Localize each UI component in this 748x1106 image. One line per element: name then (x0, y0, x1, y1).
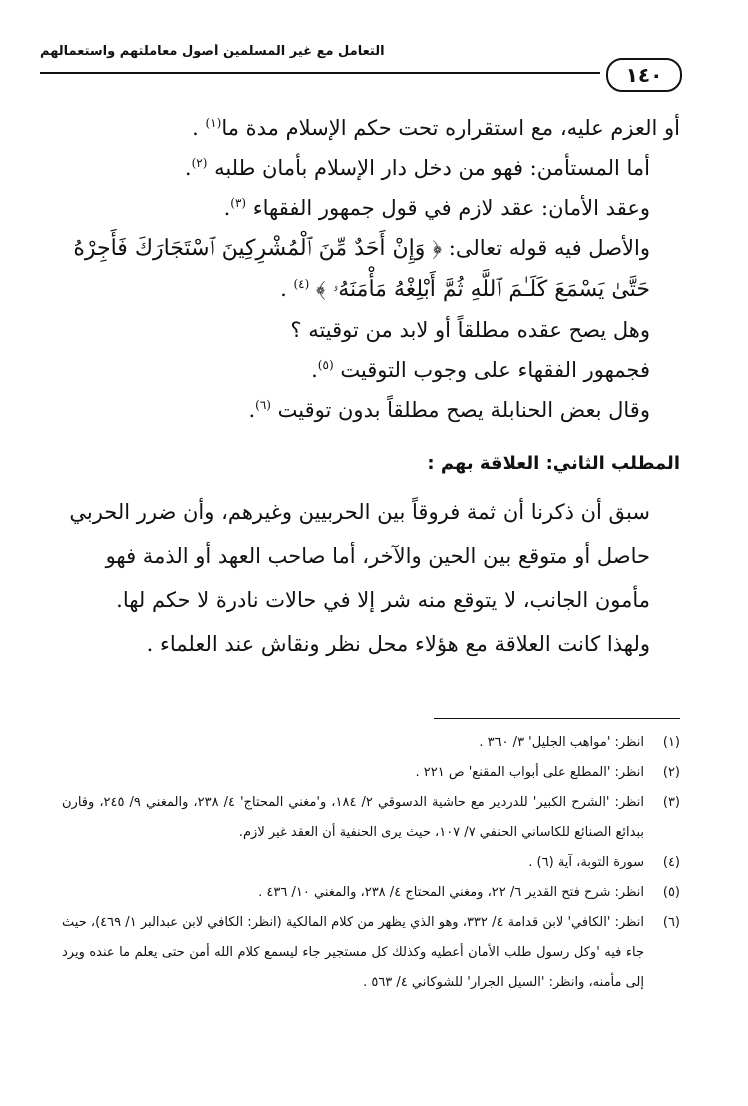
footnote-number: (٤) (662, 855, 680, 870)
footnote (62, 728, 680, 758)
footnotes (62, 728, 680, 998)
quran-verse: ﴿ وَإِنْ أَحَدٌ مِّنَ ٱلْمُشْرِكِينَ ٱسْتَجَارَكَ فَأَجِرْهُ حَتَّىٰ يَسْمَعَ كَلَـٰمَ ٱللَّهِ ثُمَّ أَبْلِغْهُ مَأْمَنَهُۥ ﴾ (73, 236, 650, 302)
paragraph: سبق أن ذكرنا أن ثمة فروقاً بين الحربيين وغيرهم، وأن ضرر الحربي حاصل أو متوقع بين الحين والآخر، أما صاحب العهد أو الذمة فهو مأمون الجانب، لا يتوقع منه شر إلا في حالات نادرة لا حكم لها. (69, 500, 650, 612)
paragraph-tail: . (192, 116, 206, 140)
footnote-ref: (٤) (293, 277, 310, 291)
paragraph (62, 148, 680, 188)
footnote-text: سورة التوبة، آية (٦) . (528, 855, 644, 870)
footnote (62, 908, 680, 998)
footnote-ref: (٢) (191, 156, 208, 170)
paragraph-text: فجمهور الفقهاء على وجوب التوقيت (340, 358, 650, 382)
paragraph-tail: . (248, 398, 256, 422)
paragraph-text: أما المستأمن: فهو من دخل دار الإسلام بأمان طلبه (214, 156, 650, 180)
footnote-ref: (٦) (255, 398, 271, 412)
running-title: التعامل مع غير المسلمين أصول معاملتهم واستعمالهم (40, 44, 385, 59)
footnote-text: انظر: 'المطلع على أبواب المقنع' ص ٢٢١ . (415, 765, 644, 780)
paragraph: ولهذا كانت العلاقة مع هؤلاء محل نظر ونقاش عند العلماء . (146, 632, 650, 656)
paragraph (62, 310, 680, 350)
footnote-text: انظر: 'الكافي' لابن قدامة ٤/ ٣٣٢، وهو الذي يظهر من كلام المالكية (انظر: الكافي لابن عبدالبر ١/ ٤٦٩)، حيث جاء فيه 'وكل رسول طلب الأمان أعطيه وكذلك كل مستجير جاء ليسمع كلام الله أمن حتى يعلم ما عنده ويرد إلى مأمنه، وانظر: 'السيل الجرار' للشوكاني ٤/ ٥٦٣ . (62, 915, 645, 990)
paragraph (62, 390, 680, 430)
paragraph-tail: . (223, 196, 231, 220)
footnote-ref: (٣) (230, 196, 247, 210)
paragraph-text: وقال بعض الحنابلة يصح مطلقاً بدون توقيت (277, 398, 650, 422)
main-text (62, 108, 680, 666)
paragraph (62, 188, 680, 228)
footnote-ref: (١) (205, 116, 222, 130)
paragraph (62, 228, 680, 310)
paragraph-text: والأصل فيه قوله تعالى: (442, 236, 650, 260)
paragraph-text: أو العزم عليه، مع استقراره تحت حكم الإسلام مدة ما (221, 116, 680, 140)
footnote-ref: (٥) (317, 358, 334, 372)
paragraph-tail: . (184, 156, 192, 180)
footnote-separator (434, 718, 680, 719)
paragraph-text: وهل يصح عقده مطلقاً أو لابد من توقيته ؟ (290, 318, 650, 342)
footnote-number: (١) (662, 735, 680, 750)
footnote-number: (٦) (662, 915, 680, 930)
footnote (62, 758, 680, 788)
paragraph (62, 108, 680, 148)
footnote-number: (٥) (662, 885, 680, 900)
paragraph (62, 350, 680, 390)
footnote-text: انظر: 'الشرح الكبير' للدردير مع حاشية الدسوقي ٢/ ١٨٤، و'مغني المحتاج' ٤/ ٢٣٨، والمغني ٩/ ٢٤٥، وقارن ببدائع الصنائع للكاساني الحنفي ٧/ ١٠٧، حيث يرى الحنفية أن العقد غير لازم. (62, 795, 645, 840)
section-heading: المطلب الثاني: العلاقة بهم : (427, 453, 680, 474)
footnote-text: انظر: شرح فتح القدير ٦/ ٢٢، ومغني المحتاج ٤/ ٢٣٨، والمغني ١٠/ ٤٣٦ . (258, 885, 644, 900)
paragraph-text: وعقد الأمان: عقد لازم في قول جمهور الفقهاء (252, 196, 650, 220)
footnote-text: انظر: 'مواهب الجليل' ٣/ ٣٦٠ . (479, 735, 644, 750)
footnote-number: (٢) (662, 765, 680, 780)
footnote (62, 878, 680, 908)
header-rule (40, 72, 600, 74)
page-number-badge: ١٤٠ (606, 58, 682, 92)
paragraph-tail: . (280, 277, 294, 301)
footnote (62, 788, 680, 848)
footnote-number: (٣) (662, 795, 680, 810)
footnote (62, 848, 680, 878)
paragraph-tail: . (311, 358, 318, 382)
